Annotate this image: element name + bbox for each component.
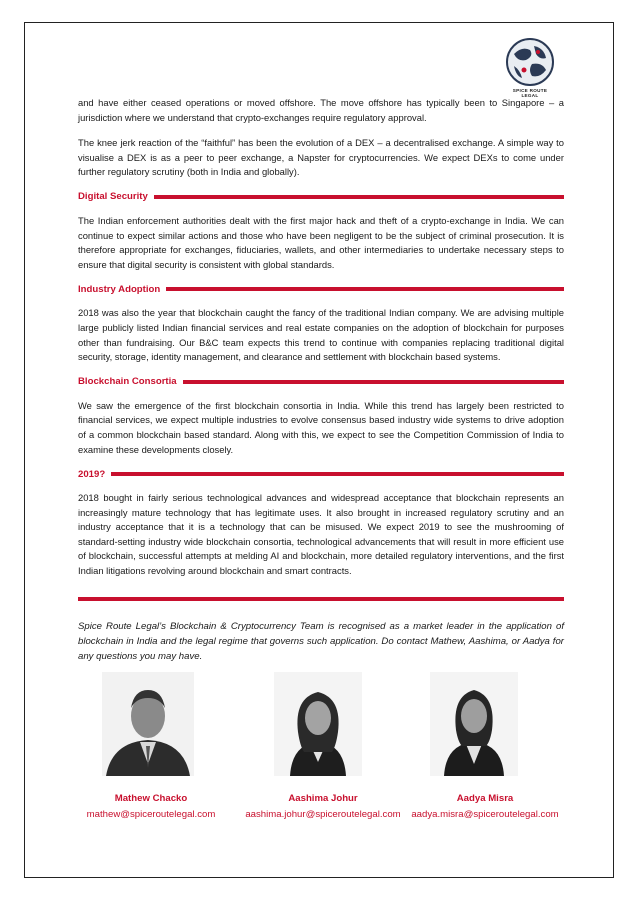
section-heading-industry-adoption xyxy=(78,282,564,296)
contact-email-link[interactable]: mathew@spiceroutelegal.com xyxy=(86,809,216,820)
main-content xyxy=(78,96,564,579)
photo-aashima-johur xyxy=(274,672,362,776)
contact-email-link[interactable]: aashima.johur@spiceroutelegal.com xyxy=(245,809,401,820)
section-heading-digital-security xyxy=(78,190,564,204)
section-title: Digital Security xyxy=(78,191,148,203)
section-text-blockchain-consortia: We saw the emergence of the first blockchain consortia in India. While this trend has largely been restricted to financial services, we expect multiple industries to evolve consensus based industry wide systems to drive adoption of a common blockchain based standard. Along with this, we expect to see the Competition Commission of India to examine these developments closely. xyxy=(78,399,564,455)
closing-separator xyxy=(78,597,564,601)
contact-aashima-johur xyxy=(238,791,408,823)
logo-text: SPICE ROUTE LEGAL xyxy=(512,88,548,98)
section-title: 2019? xyxy=(78,468,106,480)
photo-aadya-misra xyxy=(430,672,518,776)
heading-rule xyxy=(183,380,564,384)
section-text-digital-security: The Indian enforcement authorities dealt with the first major hack and theft of a crypto-exchange in India. We can continue to expect similar actions and those who have been negligent to be the subject of criminal prosecution. It is therefore appropriate for exchanges, fiduciaries, wallets, and other intermediaries to undertake necessary steps to ensure that digital security is consistent with global standards. xyxy=(78,214,564,270)
contact-name: Aadya Misra xyxy=(456,793,514,804)
intro-paragraph-1: and have either ceased operations or moved offshore. The move offshore has typically been to Singapore – a jurisdiction where we understand that crypto-exchanges require regulatory approval. xyxy=(78,97,564,123)
section-text-2019: 2018 bought in fairly serious technological advances and widespread acceptance that blockchain represents an increasingly mature technology that has legitimate uses. It also brought in increased regulatory scrutiny and an industry acceptance that it is a technology that can be misused. We expect 2019 to see the mushrooming of standard-setting industry wide blockchain consortia, technological advancements that will result in more efficient use of blockchain, successful attempts at melding AI and blockchain, more detailed regulatory interventions, and the first Indian litigations revolving around blockchain and smart contracts. xyxy=(78,492,564,577)
photo-mathew-chacko xyxy=(102,672,194,776)
closing-statement: Spice Route Legal’s Blockchain & Cryptocurrency Team is recognised as a market leader in the application of blockchain in India and the legal regime that governs such application. Do contact Mathew, Aashima, or Aadya for any questions you may have. xyxy=(78,621,564,662)
globe-logo-icon xyxy=(504,36,556,88)
heading-rule xyxy=(154,195,564,199)
section-title: Industry Adoption xyxy=(78,283,161,295)
heading-rule xyxy=(111,472,564,476)
intro-paragraph-2: The knee jerk reaction of the “faithful” has been the evolution of a DEX – a decentralised exchange. A simple way to visualise a DEX is as a peer to peer exchange, a Napster for cryptocurrencies. We expect DEXs to come under further regulatory scrutiny (both in India and globally). xyxy=(78,137,564,178)
heading-rule xyxy=(166,287,564,291)
contact-aadya-misra xyxy=(400,791,570,823)
contact-email-link[interactable]: aadya.misra@spiceroutelegal.com xyxy=(411,809,559,820)
contact-name: Aashima Johur xyxy=(288,793,358,804)
contact-mathew-chacko xyxy=(66,791,236,823)
company-logo xyxy=(504,36,556,98)
section-heading-blockchain-consortia xyxy=(78,375,564,389)
contact-name: Mathew Chacko xyxy=(114,793,188,804)
section-title: Blockchain Consortia xyxy=(78,376,177,388)
section-heading-2019 xyxy=(78,467,564,481)
section-text-industry-adoption: 2018 was also the year that blockchain caught the fancy of the traditional Indian company. We are advising multiple large publicly listed Indian financial services and real estate companies on the adoption of blockchain for purposes other than fundraising. Our B&C team expects this trend to continue with companies replacing traditional digital security, storage, identity management, and clearance and settlement with blockchain based systems. xyxy=(78,307,564,363)
